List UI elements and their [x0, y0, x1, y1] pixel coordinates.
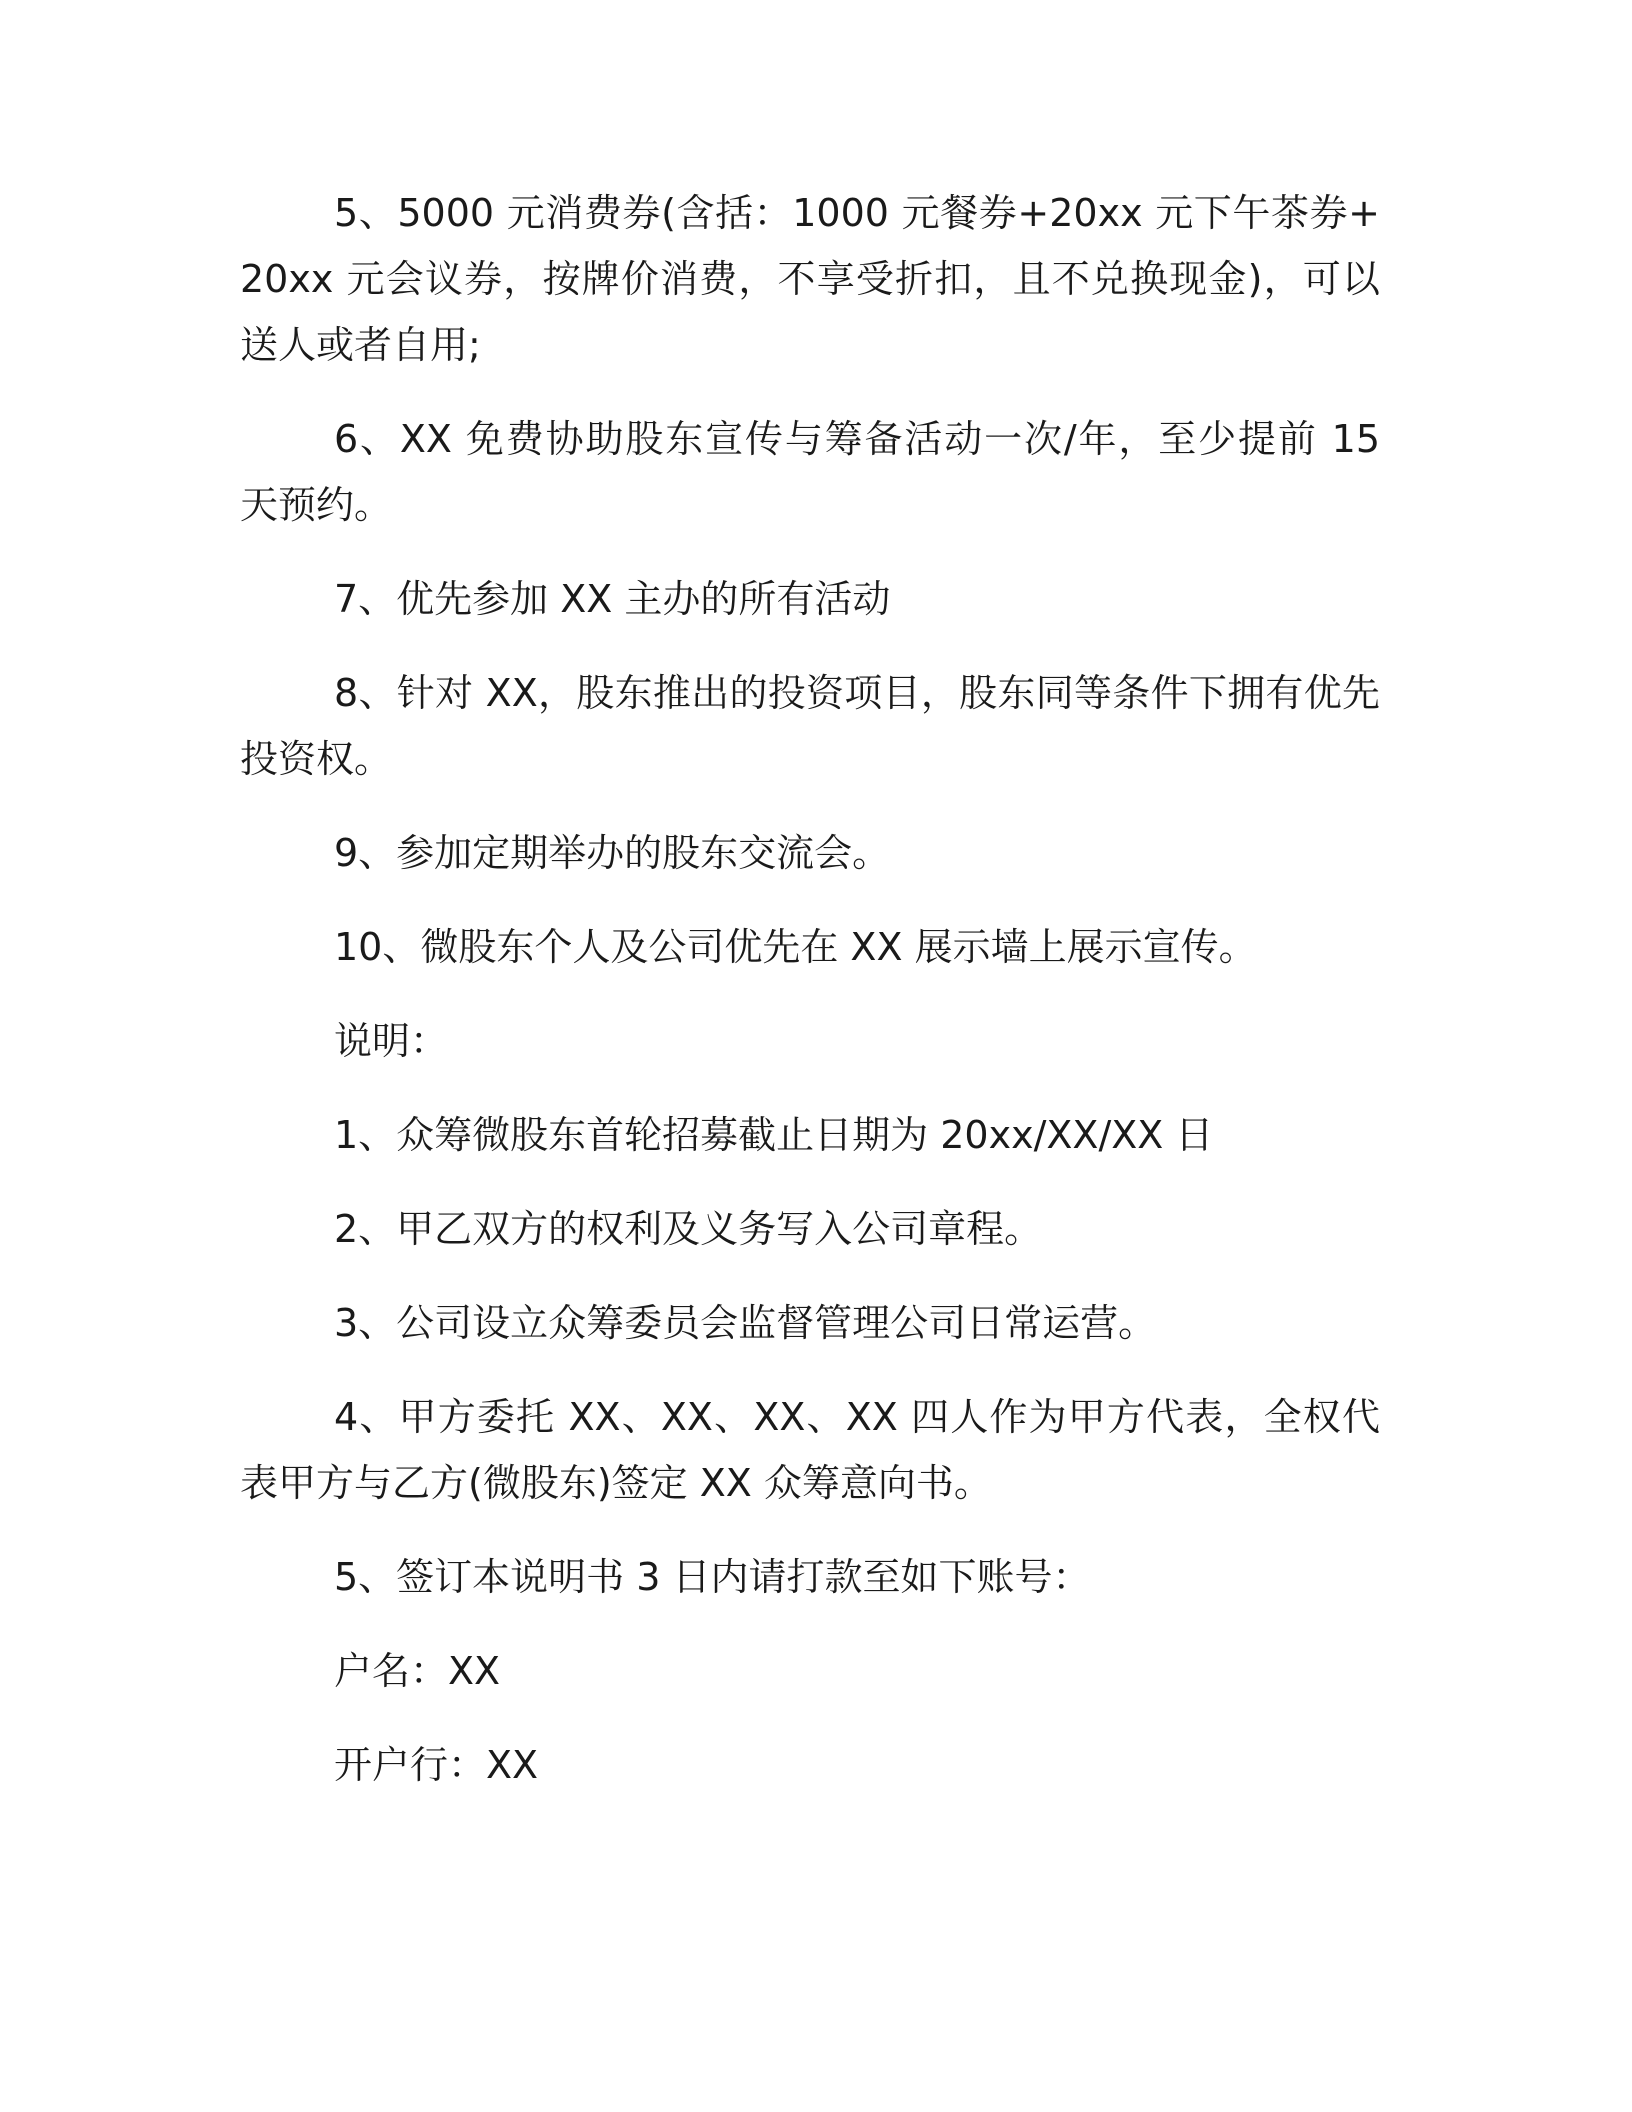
document-body: [240, 180, 1380, 1798]
account-name-line: 户名：XX: [334, 1649, 501, 1693]
paragraph-benefit-10: 10、微股东个人及公司优先在 XX 展示墙上展示宣传。: [334, 925, 1257, 969]
paragraph-note-1: 1、众筹微股东首轮招募截止日期为 20xx/XX/XX 日: [334, 1113, 1214, 1157]
paragraph-note-3: 3、公司设立众筹委员会监督管理公司日常运营。: [334, 1301, 1157, 1345]
paragraph-note-5: 5、签订本说明书 3 日内请打款至如下账号：: [334, 1555, 1091, 1599]
paragraph-benefit-5: 5、5000 元消费券(含括：1000 元餐券+20xx 元下午茶券+20xx 元会议券，按牌价消费，不享受折扣，且不兑换现金)，可以送人或者自用;: [240, 191, 1380, 367]
paragraph-note-4: 4、甲方委托 XX、XX、XX、XX 四人作为甲方代表，全权代表甲方与乙方(微股东)签定 XX 众筹意向书。: [240, 1395, 1380, 1505]
paragraph-benefit-6: 6、XX 免费协助股东宣传与筹备活动一次/年，至少提前 15 天预约。: [240, 417, 1380, 527]
section-heading-notes: 说明：: [334, 1019, 449, 1063]
paragraph-benefit-7: 7、优先参加 XX 主办的所有活动: [334, 577, 891, 621]
paragraph-benefit-9: 9、参加定期举办的股东交流会。: [334, 831, 891, 875]
paragraph-benefit-8: 8、针对 XX，股东推出的投资项目，股东同等条件下拥有优先投资权。: [240, 671, 1380, 781]
paragraph-note-2: 2、甲乙双方的权利及义务写入公司章程。: [334, 1207, 1043, 1251]
account-bank-line: 开户行：XX: [334, 1743, 539, 1787]
